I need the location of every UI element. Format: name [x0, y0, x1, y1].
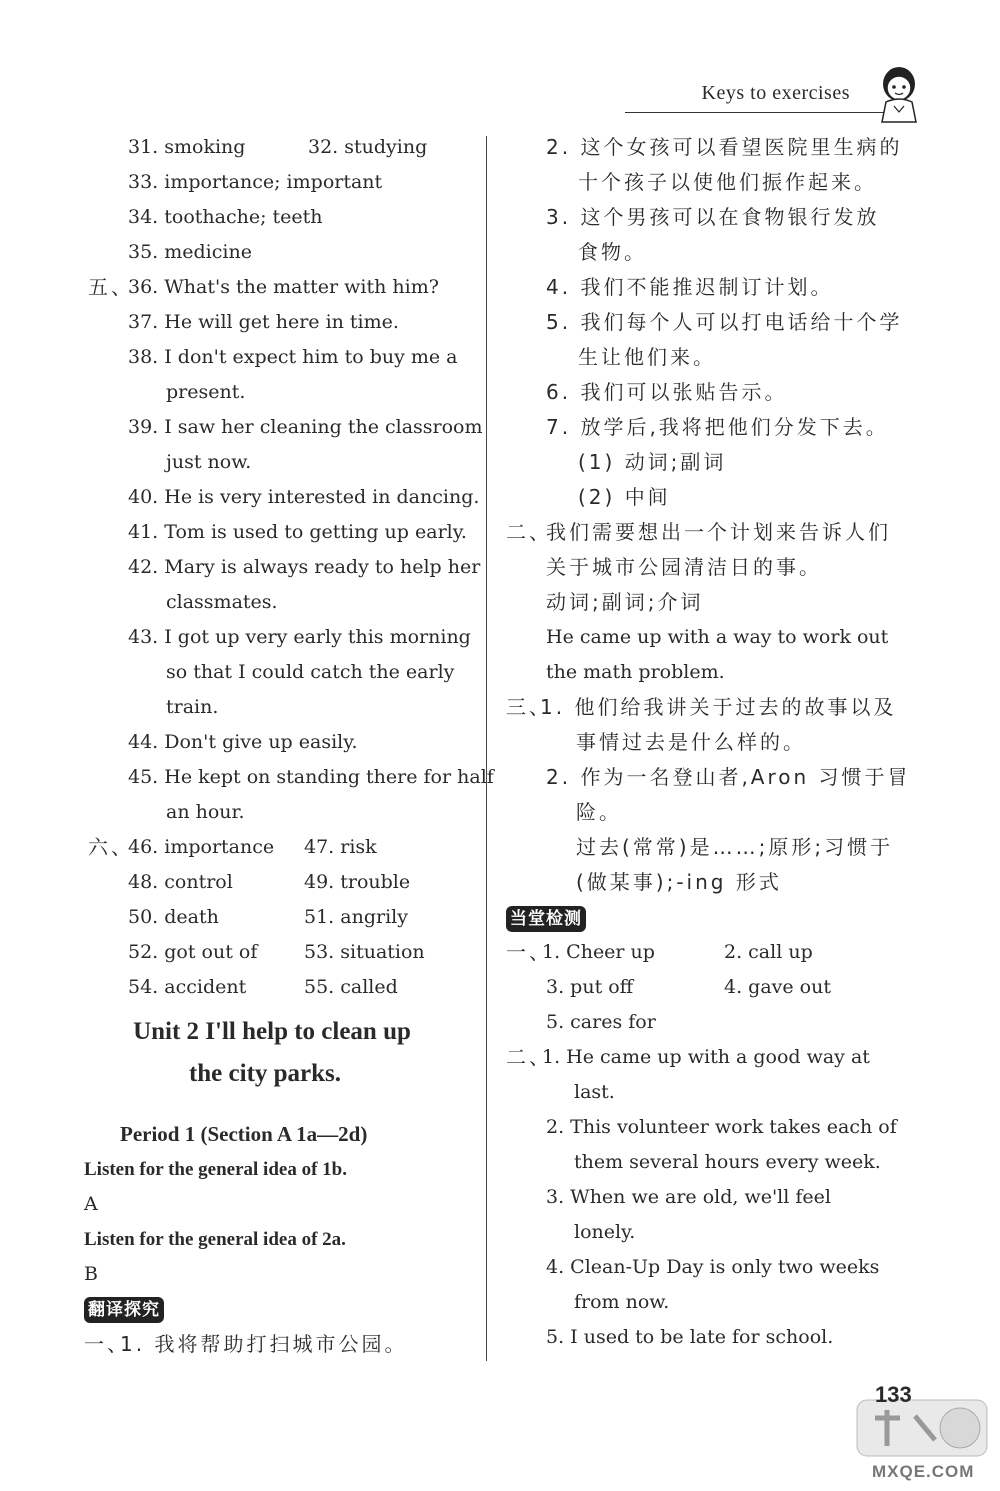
answer-line	[506, 1075, 896, 1110]
answer-item: 5. cares for	[546, 1011, 656, 1033]
answer-line	[84, 340, 474, 375]
answer-item: 险。	[576, 800, 622, 824]
answer-line	[84, 830, 474, 865]
answer-line	[506, 445, 896, 480]
instruction-text: Listen for the general idea of 2a.	[84, 1229, 346, 1250]
answer-line	[506, 1215, 896, 1250]
answer-line	[84, 795, 474, 830]
answer-line	[84, 200, 474, 235]
answer-item: 我们需要想出一个计划来告诉人们	[546, 520, 891, 544]
answer-line	[84, 970, 474, 1005]
answer-item: 38. I don't expect him to buy me a	[128, 346, 458, 368]
answer-item: 47. risk	[304, 836, 377, 858]
answer-item: 44. Don't give up easily.	[128, 731, 358, 753]
answer-item: just now.	[166, 451, 252, 473]
answer-item: 4. gave out	[724, 976, 831, 998]
answer-item: 6. 我们可以张贴告示。	[546, 380, 788, 404]
answer-line	[84, 585, 474, 620]
column-divider	[486, 136, 487, 1361]
period-title: Period 1 (Section A 1a—2d)	[120, 1122, 368, 1146]
answer-item: last.	[574, 1081, 615, 1103]
answer-item: 1. 他们给我讲关于过去的故事以及	[540, 695, 897, 719]
answer-item: 51. angrily	[304, 906, 408, 928]
answer-item: 40. He is very interested in dancing.	[128, 486, 480, 508]
answer-item: 36. What's the matter with him?	[128, 276, 439, 298]
answer-item: 43. I got up very early this morning	[128, 626, 471, 648]
cartoon-girl-icon	[872, 62, 926, 128]
answer-item: 生让他们来。	[578, 345, 716, 369]
answer-line	[84, 1187, 474, 1222]
answer-line	[506, 1110, 896, 1145]
section-number: 二、	[506, 520, 552, 544]
answer-line	[506, 1005, 896, 1040]
answer-line	[506, 585, 896, 620]
answer-line	[84, 130, 474, 165]
answer-line	[506, 620, 896, 655]
answer-item: 3. put off	[546, 976, 634, 998]
section-number: 一、	[506, 940, 552, 964]
answer-item: 39. I saw her cleaning the classroom	[128, 416, 483, 438]
answer-item: 45. He kept on standing there for half	[128, 766, 494, 788]
answer-item: 5. I used to be late for school.	[546, 1326, 834, 1348]
answer-line	[506, 725, 896, 760]
answer-line	[84, 375, 474, 410]
answer-line	[84, 935, 474, 970]
answer-item: 4. Clean-Up Day is only two weeks	[546, 1256, 880, 1278]
answer-line	[506, 795, 896, 830]
header-title: Keys to exercises	[701, 82, 850, 104]
answer-item: 31. smoking	[128, 136, 246, 158]
right-column	[506, 130, 911, 1355]
answer-line	[506, 655, 896, 690]
answer-line	[506, 480, 896, 515]
answer-item: 2. 这个女孩可以看望医院里生病的	[546, 135, 903, 159]
answer-line	[506, 515, 896, 550]
answer-item: 52. got out of	[128, 941, 258, 963]
section-badge-line	[506, 900, 896, 935]
answer-line	[84, 900, 474, 935]
answer-item: A	[84, 1193, 98, 1215]
answer-line	[506, 340, 896, 375]
header-rule	[625, 112, 890, 113]
answer-line	[506, 270, 896, 305]
answer-line	[84, 760, 494, 795]
instruction-line	[84, 1152, 474, 1187]
answer-item: 1. 我将帮助打扫城市公园。	[120, 1332, 408, 1356]
answer-item: 过去(常常)是……;原形;习惯于	[576, 835, 894, 859]
answer-item: 48. control	[128, 871, 233, 893]
answer-line	[506, 1320, 896, 1355]
left-column	[84, 130, 494, 1362]
answer-item: 54. accident	[128, 976, 247, 998]
answer-line	[84, 620, 474, 655]
answer-line	[506, 1250, 896, 1285]
answer-line	[506, 830, 896, 865]
answer-line	[506, 1145, 896, 1180]
period-heading	[84, 1117, 474, 1152]
answer-item: 7. 放学后,我将把他们分发下去。	[546, 415, 889, 439]
answer-line	[506, 690, 896, 725]
answer-item: them several hours every week.	[574, 1151, 881, 1173]
answer-line	[84, 655, 474, 690]
section-number: 三、	[506, 695, 552, 719]
answer-item: 4. 我们不能推迟制订计划。	[546, 275, 834, 299]
answer-item: 41. Tom is used to getting up early.	[128, 521, 467, 543]
answer-item: 37. He will get here in time.	[128, 311, 399, 333]
answer-line	[506, 130, 903, 165]
answer-item: present.	[166, 381, 246, 403]
answer-item: 33. importance; important	[128, 171, 383, 193]
answer-line	[506, 1285, 896, 1320]
answer-line	[84, 865, 474, 900]
section-number: 六、	[88, 835, 134, 859]
answer-line	[84, 725, 474, 760]
answer-item: 1. He came up with a good way at	[542, 1046, 870, 1068]
answer-item: the math problem.	[546, 661, 725, 683]
answer-line	[84, 235, 474, 270]
answer-item: 55. called	[304, 976, 398, 998]
answer-item: 53. situation	[304, 941, 425, 963]
answer-item: 3. 这个男孩可以在食物银行发放	[546, 205, 880, 229]
answer-line	[506, 760, 911, 795]
answer-item: 34. toothache; teeth	[128, 206, 323, 228]
answer-item: 1. Cheer up	[542, 941, 655, 963]
answer-item: 35. medicine	[128, 241, 252, 263]
answer-item: 42. Mary is always ready to help her	[128, 556, 481, 578]
answer-line	[506, 235, 896, 270]
answer-item: 2. This volunteer work takes each of	[546, 1116, 897, 1138]
answer-item: train.	[166, 696, 219, 718]
answer-line	[84, 305, 474, 340]
answer-item: 2. call up	[724, 941, 813, 963]
answer-item: so that I could catch the early	[166, 661, 455, 683]
section-badge-line	[84, 1292, 474, 1327]
answer-line	[84, 480, 480, 515]
section-number: 一、	[84, 1332, 130, 1356]
answer-line	[84, 445, 474, 480]
answer-item: from now.	[574, 1291, 670, 1313]
answer-item: lonely.	[574, 1221, 636, 1243]
section-badge: 翻译探究	[84, 1297, 164, 1323]
answer-item: (做某事);-ing 形式	[576, 870, 782, 894]
answer-line	[506, 200, 896, 235]
answer-item: 46. importance	[128, 836, 275, 858]
answer-item: 5. 我们每个人可以打电话给十个学	[546, 310, 903, 334]
unit-title-line2: the city parks.	[188, 1060, 342, 1087]
instruction-text: Listen for the general idea of 1b.	[84, 1159, 347, 1180]
answer-item: (2) 中间	[578, 485, 671, 509]
answer-line	[84, 1257, 474, 1292]
page-number: 133	[875, 1382, 912, 1407]
answer-item: 食物。	[578, 240, 647, 264]
answer-line	[506, 935, 896, 970]
answer-item: He came up with a way to work out	[546, 626, 889, 648]
answer-item: 3. When we are old, we'll feel	[546, 1186, 831, 1208]
answer-line	[506, 305, 903, 340]
answer-item: 事情过去是什么样的。	[576, 730, 806, 754]
answer-item: 2. 作为一名登山者,Aron 习惯于冒	[546, 765, 911, 789]
answer-item: 动词;副词;介词	[546, 590, 704, 614]
answer-line	[84, 165, 474, 200]
answer-line	[506, 1180, 896, 1215]
answer-line	[506, 1040, 896, 1075]
answer-line	[84, 270, 474, 305]
answer-line	[506, 550, 896, 585]
answer-line	[506, 410, 896, 445]
answer-line	[506, 375, 896, 410]
section-number: 二、	[506, 1045, 552, 1069]
answer-line	[84, 690, 474, 725]
answer-line	[84, 550, 481, 585]
answer-line	[506, 165, 896, 200]
watermark-site: MXQE.COM	[872, 1462, 975, 1481]
section-badge: 当堂检测	[506, 906, 586, 932]
answer-item: an hour.	[166, 801, 245, 823]
answer-line	[84, 1327, 474, 1362]
answer-line	[506, 865, 896, 900]
answer-item: classmates.	[166, 591, 278, 613]
instruction-line	[84, 1222, 474, 1257]
answer-item: 50. death	[128, 906, 219, 928]
answer-line	[506, 970, 896, 1005]
answer-item: 十个孩子以使他们振作起来。	[578, 170, 877, 194]
answer-item: B	[84, 1263, 98, 1285]
answer-line	[84, 515, 474, 550]
answer-item: 关于城市公园清洁日的事。	[546, 555, 822, 579]
answer-item: (1) 动词;副词	[578, 450, 727, 474]
answer-item: 49. trouble	[304, 871, 411, 893]
section-number: 五、	[88, 275, 134, 299]
answer-line	[84, 410, 483, 445]
answer-item: 32. studying	[308, 136, 428, 158]
unit-title: Unit 2 I'll help to clean up	[133, 1018, 411, 1045]
